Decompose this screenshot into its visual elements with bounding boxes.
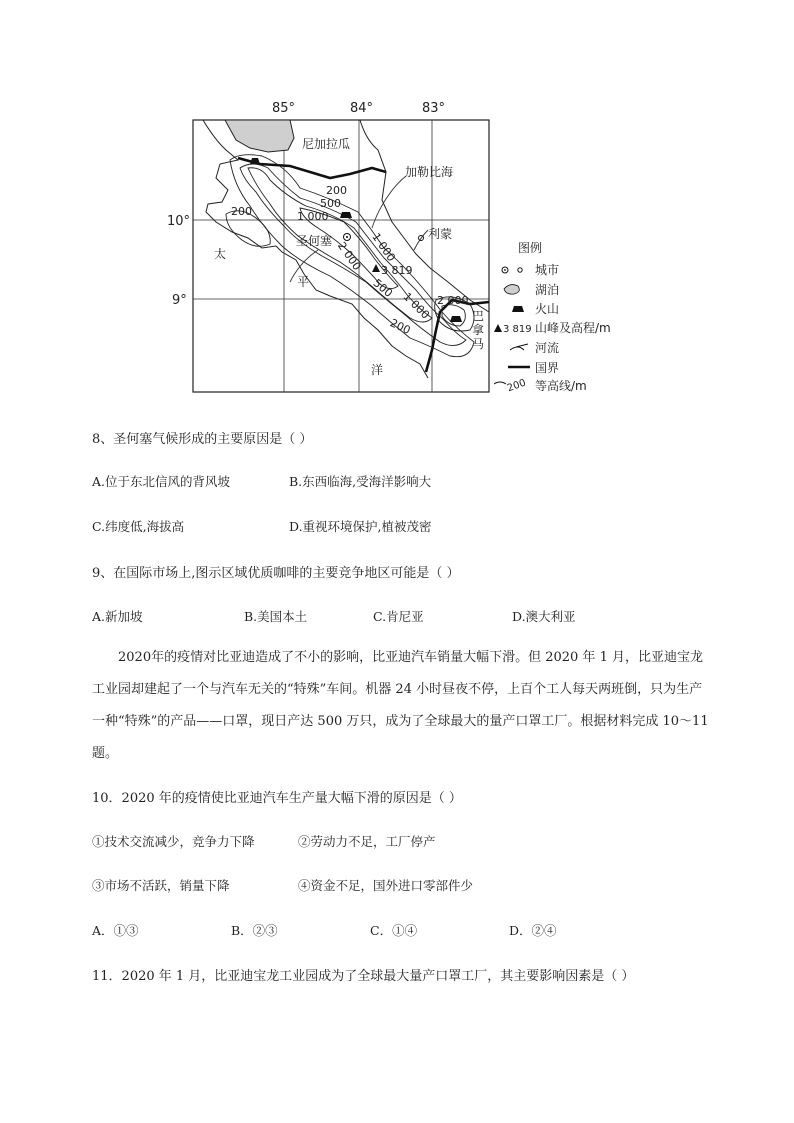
longitude-label-84: 84° <box>350 101 374 116</box>
contour-label: 500 <box>320 197 341 210</box>
q8-option-a[interactable]: A.位于东北信风的背风坡 <box>92 474 231 489</box>
map-legend <box>494 240 611 394</box>
contour-label: 2 000 <box>437 294 469 307</box>
place-panama-3: 马 <box>472 337 485 351</box>
latitude-label-10: 10° <box>167 214 191 229</box>
contour-label: 500 <box>370 276 395 300</box>
place-panama-2: 拿 <box>472 323 485 337</box>
legend-title: 图例 <box>518 241 543 255</box>
q10-statement-4: ④资金不足，国外进口零部件少 <box>298 878 474 893</box>
contour-label: 2 000 <box>334 239 364 273</box>
q10-option-c[interactable]: C．①④ <box>370 923 418 938</box>
place-caribbean: 加勒比海 <box>405 165 454 179</box>
question-9-stem: 9、在国际市场上,图示区域优质咖啡的主要竞争地区可能是（ ） <box>92 566 460 581</box>
q9-option-d[interactable]: D.澳大利亚 <box>512 609 576 624</box>
legend-contour-value: 200 <box>505 377 528 395</box>
volcano-icon <box>450 316 462 322</box>
contour-label: 1 000 <box>297 210 329 223</box>
peak-elevation: 3 819 <box>381 264 413 277</box>
longitude-label-85: 85° <box>272 101 296 116</box>
latitude-label-9: 9° <box>172 293 187 308</box>
costa-rica-map <box>0 0 794 400</box>
q10-statement-1: ①技术交流减少，竞争力下降 <box>92 834 255 849</box>
contour-label: 1 000 <box>369 230 398 264</box>
legend-peak: 山峰及高程/m <box>535 321 611 335</box>
q10-statement-2: ②劳动力不足，工厂停产 <box>298 834 436 849</box>
legend-city: 城市 <box>535 263 560 277</box>
q10-option-a[interactable]: A．①③ <box>92 923 139 938</box>
contour-label: 200 <box>326 184 347 197</box>
legend-lake: 湖泊 <box>535 283 560 297</box>
volcano-icon <box>340 212 352 218</box>
map-frame <box>193 120 489 392</box>
place-nicaragua: 尼加拉瓜 <box>302 137 351 151</box>
reading-material: 2020年的疫情对比亚迪造成了不小的影响，比亚迪汽车销量大幅下滑。但 2020 年 1 月，比亚迪宝龙工业园却建起了一个与汽车无关的“特殊”车间。机器 24 小时昼夜不停，上百个工人每天两班倒，只为生产一种“特殊”的产品——口罩，现日产达 500 万只，成为了全球最大的量产口罩工厂。根据材料完成 10～11 题。 <box>92 650 709 761</box>
legend-volcano: 火山 <box>535 302 560 316</box>
contour-label: 200 <box>231 205 252 218</box>
q8-option-b[interactable]: B.东西临海,受海洋影响大 <box>289 474 432 489</box>
q9-option-a[interactable]: A.新加坡 <box>92 609 143 624</box>
q10-option-b[interactable]: B．②③ <box>231 923 278 938</box>
legend-peak-value: 3 819 <box>503 324 532 335</box>
place-san-jose: 圣何塞 <box>296 234 333 248</box>
q9-option-b[interactable]: B.美国本土 <box>244 609 308 624</box>
q8-option-c[interactable]: C.纬度低,海拔高 <box>92 519 185 534</box>
place-pacific-1: 太 <box>214 247 227 261</box>
legend-river: 河流 <box>535 341 560 355</box>
place-limon: 利蒙 <box>428 227 453 241</box>
legend-contour: 等高线/m <box>535 379 587 393</box>
place-pacific-2: 平 <box>297 275 310 289</box>
q8-option-d[interactable]: D.重视环境保护,植被茂密 <box>289 519 432 534</box>
legend-border: 国界 <box>535 361 560 375</box>
place-panama-1: 巴 <box>472 309 485 323</box>
q9-option-c[interactable]: C.肯尼亚 <box>373 609 424 624</box>
q10-option-d[interactable]: D．②④ <box>509 923 557 938</box>
contour-label: 200 <box>387 316 413 337</box>
longitude-label-83: 83° <box>422 101 446 116</box>
question-8-stem: 8、圣何塞气候形成的主要原因是（ ） <box>92 432 313 447</box>
question-11-stem: 11．2020 年 1 月，比亚迪宝龙工业园成为了全球最大量产口罩工厂，其主要影响因素是（ ） <box>92 969 635 984</box>
contour-label: 1 000 <box>400 290 433 322</box>
q10-statement-3: ③市场不活跃，销量下降 <box>92 878 230 893</box>
place-pacific-3: 洋 <box>371 363 384 377</box>
question-10-stem: 10．2020 年的疫情使比亚迪汽车生产量大幅下滑的原因是（ ） <box>92 791 462 806</box>
